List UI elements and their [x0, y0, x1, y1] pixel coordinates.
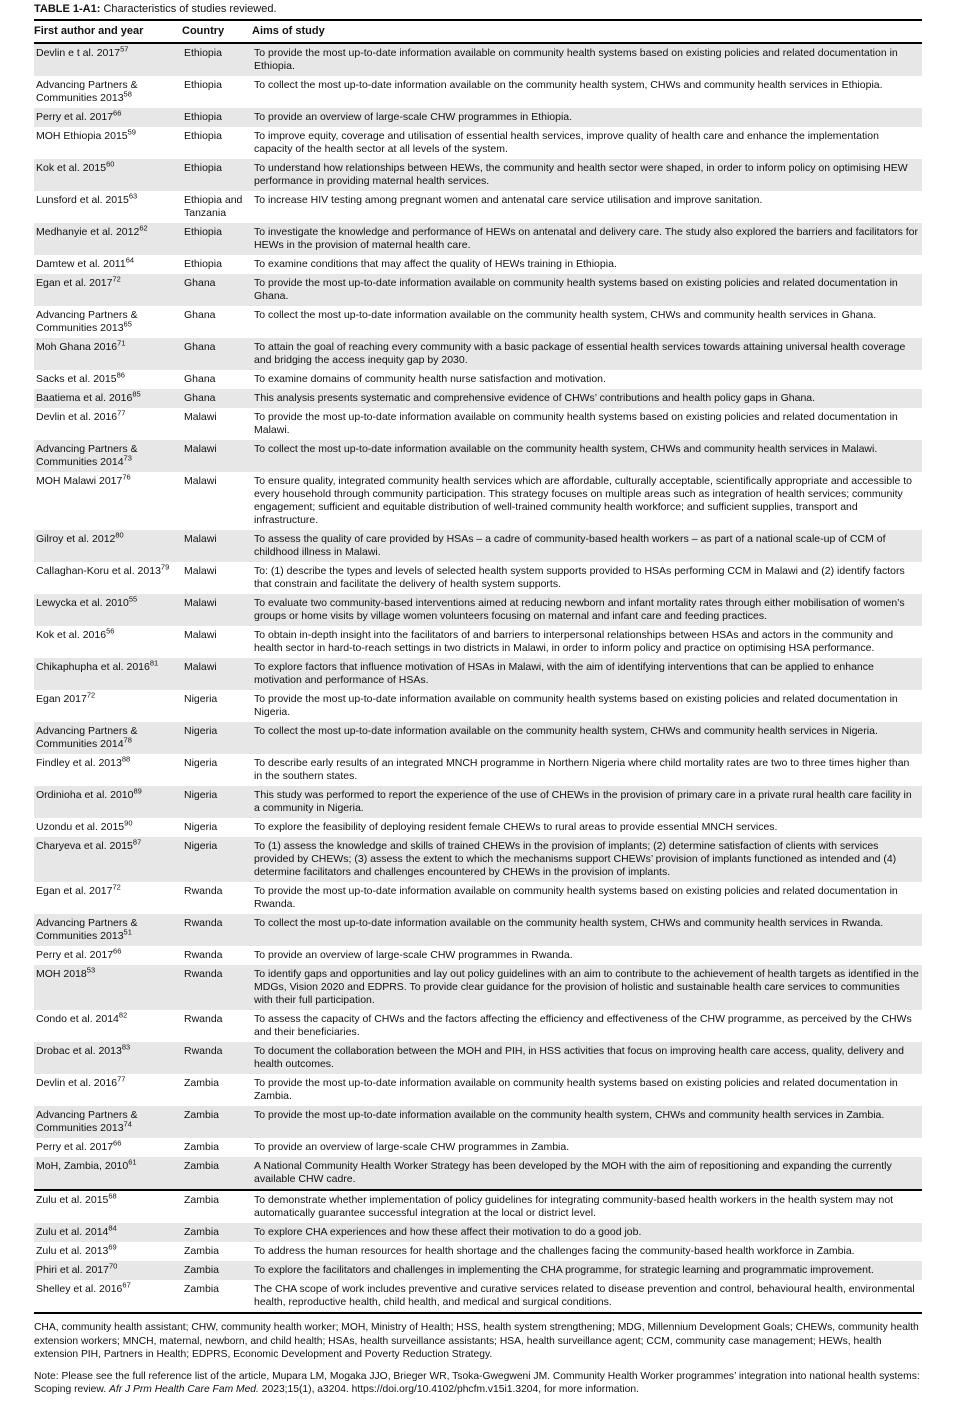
first-author-cell: Advancing Partners & Communities 2014$^{73}$	[34, 440, 182, 472]
table-row	[34, 440, 922, 472]
first-author-cell: Findley et al. 2013$^{88}$	[36, 754, 131, 769]
table-row	[34, 658, 922, 690]
reference-superscript: 69	[108, 1242, 117, 1252]
table-row	[34, 338, 922, 370]
first-author-cell: Advancing Partners & Communities 2013$^{51}$	[34, 914, 182, 946]
first-author-cell: Drobac et al. 2013$^{83}$	[34, 1042, 182, 1074]
country-cell: Nigeria	[182, 837, 252, 882]
table-row	[34, 530, 922, 562]
table-title	[34, 3, 922, 16]
reference-superscript: 87	[132, 837, 142, 847]
aim-cell: To increase HIV testing among pregnant women and antenatal care service utilisation and improve sanitation.	[254, 194, 763, 206]
aim-cell: To provide the most up-to-date information available on community health systems based on existing policies and related documentation in Malawi.	[254, 411, 898, 436]
col-header-first-author: First author and year	[34, 20, 182, 43]
aim-cell: To document the collaboration between the MOH and PIH, in HSS activities that focus on improving health care access, quality, delivery and health outcomes.	[252, 1042, 922, 1074]
aim-cell: To explore the facilitators and challenges in implementing the CHA programme, for strategic learning and programmatic improvement.	[252, 1261, 922, 1280]
reference-superscript: 90	[124, 818, 133, 828]
aim-cell: To attain the goal of reaching every community with a basic package of essential health services towards attaining universal health coverage and bridging the access inequity gap by 2030.	[252, 338, 922, 370]
table-caption: Characteristics of studies reviewed.	[103, 3, 277, 15]
reference-superscript: 66	[113, 108, 122, 118]
first-author-cell: Zulu et al. 2013$^{69}$	[36, 1242, 117, 1257]
table-row	[34, 786, 922, 818]
country-cell: Nigeria	[184, 821, 218, 833]
table-row	[34, 914, 922, 946]
country-cell: Ethiopia	[182, 108, 252, 127]
country-cell: Malawi	[184, 475, 217, 487]
reference-superscript: 88	[121, 754, 131, 764]
table-row	[34, 191, 922, 223]
journal-name: Afr J Prm Health Care Fam Med.	[108, 1384, 259, 1395]
reference-superscript: 65	[123, 319, 132, 329]
first-author-cell: Perry et al. 2017$^{66}$	[36, 946, 122, 961]
first-author-cell: Shelley et al. 2016$^{67}$	[36, 1280, 131, 1295]
country-cell: Ghana	[182, 274, 252, 306]
aim-cell: To provide the most up-to-date information available on community health systems based on existing policies and related documentation in Nigeria.	[254, 693, 898, 718]
aim-cell: To address the human resources for health shortage and the challenges facing the community-based health workforce in Zambia.	[254, 1245, 855, 1257]
reference-superscript: 83	[121, 1042, 131, 1052]
aim-cell: This study was performed to report the experience of the use of CHEWs in the provision of primary care in a private rural health care facility in a community in Nigeria.	[252, 786, 922, 818]
table-row	[34, 274, 922, 306]
reference-superscript: 85	[132, 389, 141, 399]
reference-superscript: 51	[123, 927, 132, 937]
first-author-cell: Advancing Partners & Communities 2013$^{65}$	[36, 309, 138, 334]
table-row	[34, 837, 922, 882]
aim-cell: To provide an overview of large-scale CHW programmes in Ethiopia.	[252, 108, 922, 127]
country-cell: Malawi	[184, 629, 217, 641]
country-cell: Zambia	[182, 1223, 252, 1242]
table-row	[34, 946, 922, 965]
first-author-cell: Zulu et al. 2014$^{84}$	[34, 1223, 182, 1242]
reference-superscript: 55	[128, 594, 138, 604]
first-author-cell: MoH, Zambia, 2010$^{61}$	[34, 1157, 182, 1190]
country-cell: Zambia	[182, 1106, 252, 1138]
country-cell: Malawi	[182, 658, 252, 690]
header-row	[34, 20, 922, 43]
aim-cell: To obtain in-depth insight into the facilitators of and barriers to interpersonal relationships between HSAs and actors in the community and health sector in hard-to-reach settings in two districts in Malawi, in order to inform policy and practice on optimising HSA performance.	[254, 629, 894, 654]
reference-superscript: 72	[86, 690, 96, 700]
reference-superscript: 78	[123, 735, 132, 745]
country-cell: Ghana	[184, 309, 216, 321]
table-row	[34, 389, 922, 408]
table-row	[34, 594, 922, 626]
reference-superscript: 77	[117, 1074, 126, 1084]
aim-cell: To explore the feasibility of deploying resident female CHEWs to rural areas to provide essential MNCH services.	[254, 821, 778, 833]
aim-cell: To examine domains of community health nurse satisfaction and motivation.	[254, 373, 606, 385]
aim-cell: To identify gaps and opportunities and lay out policy guidelines with an aim to contribute to the achievement of health targets as identified in the MDGs, Vision 2020 and EDPRS. To provide clear guidance for the provision of holistic and sustainable health care services to communities with their full participation.	[252, 965, 922, 1010]
first-author-cell: Charyeva et al. 2015$^{87}$	[34, 837, 182, 882]
first-author-cell: Moh Ghana 2016$^{71}$	[34, 338, 182, 370]
table-row	[34, 306, 922, 338]
aim-cell: To evaluate two community-based interventions aimed at reducing newborn and infant mortality rates through either mobilisation of women’s groups or home visits by village women volunteers focusing on maternal and infant care and feeding practices.	[252, 594, 922, 626]
reference-superscript: 72	[112, 882, 121, 892]
first-author-cell: Medhanyie et al. 2012$^{62}$	[34, 223, 182, 255]
aim-cell: To collect the most up-to-date information available on the community health system, CHWs and community health services in Ethiopia.	[254, 79, 883, 91]
aim-cell: To describe early results of an integrated MNCH programme in Northern Nigeria where child mortality rates are two to three times higher than in the southern states.	[254, 757, 910, 782]
country-cell: Rwanda	[184, 885, 223, 897]
reference-superscript: 53	[86, 965, 96, 975]
table-row	[34, 223, 922, 255]
first-author-cell: Condo et al. 2014$^{82}$	[36, 1010, 128, 1025]
table-row	[34, 882, 922, 914]
col-header-country: Country	[182, 20, 252, 43]
reference-superscript: 61	[128, 1157, 137, 1167]
reference-superscript: 70	[108, 1261, 118, 1271]
table-row	[34, 818, 922, 837]
table-row	[34, 1074, 922, 1106]
first-author-cell: Perry et al. 2017$^{66}$	[34, 108, 182, 127]
reference-superscript: 63	[128, 191, 138, 201]
table-row	[34, 1261, 922, 1280]
country-cell: Malawi	[182, 530, 252, 562]
aim-cell: To collect the most up-to-date information available on the community health system, CHWs and community health services in Ghana.	[254, 309, 877, 321]
country-cell: Nigeria	[184, 757, 218, 769]
country-cell: Malawi	[184, 565, 217, 577]
country-cell: Malawi	[182, 440, 252, 472]
reference-superscript: 81	[149, 658, 159, 668]
reference-superscript: 84	[108, 1223, 117, 1233]
aim-cell: To assess the capacity of CHWs and the factors affecting the efficiency and effectiveness of the CHW programme, as perceived by the CHWs and their beneficiaries.	[254, 1013, 912, 1038]
studies-table	[34, 19, 922, 1314]
country-cell: Ethiopia	[182, 43, 252, 76]
first-author-cell: Kok et al. 2015$^{60}$	[34, 159, 182, 191]
reference-superscript: 86	[116, 370, 125, 380]
table-row	[34, 1138, 922, 1157]
country-cell: Ethiopia	[182, 223, 252, 255]
table-header	[34, 20, 922, 43]
aim-cell: To provide the most up-to-date information available on community health systems based on existing policies and related documentation in Zambia.	[254, 1077, 898, 1102]
aim-cell: A National Community Health Worker Strategy has been developed by the MOH with the aim of repositioning and expanding the currently available CHW cadre.	[252, 1157, 922, 1190]
table-row	[34, 76, 922, 108]
table-row	[34, 1280, 922, 1313]
first-author-cell: Advancing Partners & Communities 2014$^{78}$	[34, 722, 182, 754]
aim-cell: To provide the most up-to-date information available on community health systems based on existing policies and related documentation in Rwanda.	[254, 885, 898, 910]
country-cell: Rwanda	[184, 949, 223, 961]
reference-superscript: 66	[113, 1138, 122, 1148]
aim-cell: To: (1) describe the types and levels of selected health system supports provided to HSAs performing CCM in Malawi and (2) identify factors that constrain and facilitate the delivery of health system supports.	[254, 565, 905, 590]
reference-superscript: 64	[125, 255, 135, 265]
first-author-cell: Ordinioha et al. 2010$^{89}$	[34, 786, 182, 818]
aim-cell: To examine conditions that may affect the quality of HEWs training in Ethiopia.	[254, 258, 617, 270]
aim-cell: To ensure quality, integrated community health services which are affordable, culturally acceptable, scientifically appropriate and accessible to every household through community participation. This strategy focuses on multiple areas such as integration of health services; community engagement; sufficient and equitable distribution of well-trained community health workforce; and sufficient supplies, transport and infrastructure.	[254, 475, 912, 526]
first-author-cell: Damtew et al. 2011$^{64}$	[36, 255, 135, 270]
aim-cell: To explore CHA experiences and how these affect their motivation to do a good job.	[252, 1223, 922, 1242]
reference-superscript: 62	[139, 223, 148, 233]
first-author-cell: Sacks et al. 2015$^{86}$	[36, 370, 125, 385]
country-cell: Zambia	[184, 1194, 220, 1206]
country-cell: Rwanda	[184, 1013, 223, 1025]
table-row	[34, 1106, 922, 1138]
reference-superscript: 60	[106, 159, 115, 169]
first-author-cell: Lewycka et al. 2010$^{55}$	[34, 594, 182, 626]
country-cell: Ghana	[182, 338, 252, 370]
footnotes	[34, 1321, 922, 1397]
reference-superscript: 74	[123, 1119, 132, 1129]
country-cell: Malawi	[182, 594, 252, 626]
table-row	[34, 159, 922, 191]
col-header-aims: Aims of study	[252, 20, 922, 43]
first-author-cell: Devlin et al. 2016$^{77}$	[36, 408, 126, 423]
aim-cell: To demonstrate whether implementation of policy guidelines for integrating community-based health workers in the health system may not automatically guarantee successful integration at the local or district level.	[254, 1194, 894, 1219]
first-author-cell: Gilroy et al. 2012$^{80}$	[34, 530, 182, 562]
first-author-cell: MOH Malawi 2017$^{76}$	[36, 472, 131, 487]
first-author-cell: MOH Ethiopia 2015$^{59}$	[36, 127, 136, 142]
aim-cell: The CHA scope of work includes preventive and curative services related to disease prevention and control, behavioural health, environmental health, reproductive health, child health, and medical and surgical conditions.	[254, 1283, 915, 1308]
table-row	[34, 626, 922, 658]
table-row	[34, 43, 922, 76]
aim-cell: To provide an overview of large-scale CHW programmes in Zambia.	[254, 1141, 570, 1153]
table-row	[34, 127, 922, 159]
first-author-cell: Devlin e t al. 2017$^{57}$	[34, 43, 182, 76]
table-body	[34, 43, 922, 1313]
abbreviations-note: CHA, community health assistant; CHW, community health worker; MOH, Ministry of Health; HSS, health system strengthening; MDG, Millennium Development Goals; CHEWs, community health extension workers; MNCH, maternal, newborn, and child health; HSAs, health surveillance assistants; HSA, health surveillance agent; CCM, community case management; HEWs, health extension PIH, Partners in Health; EDPRS, Economic Development and Poverty Reduction Strategy.	[34, 1322, 919, 1360]
first-author-cell: Advancing Partners & Communities 2013$^{74}$	[34, 1106, 182, 1138]
table-row	[34, 1223, 922, 1242]
first-author-cell: Lunsford et al. 2015$^{63}$	[36, 191, 138, 206]
reference-note-suffix: 2023;15(1), a3204. https://doi.org/10.4102/phcfm.v15i1.3204, for more information.	[258, 1384, 639, 1395]
first-author-cell: Zulu et al. 2015$^{68}$	[36, 1191, 117, 1206]
reference-superscript: 80	[115, 530, 124, 540]
aim-cell: To collect the most up-to-date information available on the community health system, CHWs and community health services in Rwanda.	[252, 914, 922, 946]
country-cell: Rwanda	[182, 914, 252, 946]
country-cell: Ethiopia	[184, 130, 222, 142]
table-row	[34, 408, 922, 440]
country-cell: Nigeria	[182, 786, 252, 818]
country-cell: Nigeria	[182, 722, 252, 754]
first-author-cell: Chikaphupha et al. 2016$^{81}$	[34, 658, 182, 690]
first-author-cell: Baatiema et al. 2016$^{85}$	[34, 389, 182, 408]
first-author-cell: Callaghan-Koru et al. 2013$^{79}$	[36, 562, 170, 577]
reference-superscript: 77	[117, 408, 126, 418]
aim-cell: To explore factors that influence motivation of HSAs in Malawi, with the aim of identifying interventions that can be applied to enhance motivation and performance of HSAs.	[252, 658, 922, 690]
reference-superscript: 76	[122, 472, 131, 482]
country-cell: Zambia	[184, 1077, 220, 1089]
first-author-cell: Advancing Partners & Communities 2013$^{58}$	[36, 79, 138, 104]
reference-note-prefix: Note: Please see the full reference list of the article, Mupara LM, Mogaka JJO, Brieger WR, Tsoka-Gwegweni JM. Community Health Worker programmes’ integration into national health systems: Scoping review.	[34, 1370, 920, 1395]
reference-superscript: 67	[122, 1280, 131, 1290]
aim-cell: To provide the most up-to-date information available on community health systems based on existing policies and related documentation in Ethiopia.	[252, 43, 922, 76]
table-row	[34, 1157, 922, 1190]
aim-cell: To provide the most up-to-date information available on community health systems based on existing policies and related documentation in Ghana.	[252, 274, 922, 306]
country-cell: Zambia	[182, 1157, 252, 1190]
first-author-cell: Egan et al. 2017$^{72}$	[34, 274, 182, 306]
aim-cell: To understand how relationships between HEWs, the community and health sector were shaped, in order to inform policy on optimising HEW performance in providing maternal health services.	[252, 159, 922, 191]
table-row	[34, 690, 922, 722]
reference-superscript: 82	[118, 1010, 128, 1020]
table-row	[34, 472, 922, 530]
first-author-cell: Perry et al. 2017$^{66}$	[36, 1138, 122, 1153]
reference-superscript: 57	[120, 44, 129, 54]
first-author-cell: Egan 2017$^{72}$	[36, 690, 96, 705]
country-cell: Zambia	[184, 1283, 220, 1295]
reference-superscript: 58	[123, 89, 132, 99]
reference-superscript: 89	[133, 786, 142, 796]
first-author-cell: Kok et al. 2016$^{56}$	[36, 626, 115, 641]
table-number-label: TABLE 1-A1:	[34, 3, 101, 15]
aim-cell: To assess the quality of care provided by HSAs – a cadre of community-based health workers – as part of a national scale-up of CCM of childhood illness in Malawi.	[252, 530, 922, 562]
aim-cell: To collect the most up-to-date information available on the community health system, CHWs and community health services in Nigeria.	[252, 722, 922, 754]
table-row	[34, 1242, 922, 1261]
country-cell: Ethiopia	[182, 159, 252, 191]
aim-cell: To collect the most up-to-date information available on the community health system, CHWs and community health services in Malawi.	[252, 440, 922, 472]
table-row	[34, 722, 922, 754]
reference-superscript: 59	[127, 127, 136, 137]
aim-cell: This analysis presents systematic and comprehensive evidence of CHWs’ contributions and health policy gaps in Ghana.	[252, 389, 922, 408]
reference-superscript: 68	[108, 1191, 117, 1201]
first-author-cell: Phiri et al. 2017$^{70}$	[34, 1261, 182, 1280]
table-row	[34, 1190, 922, 1223]
reference-superscript: 72	[112, 274, 121, 284]
aim-cell: To investigate the knowledge and performance of HEWs on antenatal and delivery care. The study also explored the barriers and facilitators for HEWs in the provision of maternal health care.	[252, 223, 922, 255]
country-cell: Ghana	[182, 389, 252, 408]
table-row	[34, 965, 922, 1010]
reference-superscript: 56	[106, 626, 115, 636]
table-row	[34, 1042, 922, 1074]
aim-cell: To improve equity, coverage and utilisation of essential health services, improve quality of health care and enhance the implementation capacity of the health sector at all levels of the system.	[254, 130, 879, 155]
country-cell: Nigeria	[184, 693, 218, 705]
table-row	[34, 754, 922, 786]
country-cell: Malawi	[184, 411, 217, 423]
table-row	[34, 108, 922, 127]
reference-superscript: 66	[113, 946, 122, 956]
aim-cell: To (1) assess the knowledge and skills of trained CHEWs in the provision of implants; (2) determine satisfaction of clients with services provided by CHEWs; (3) assess the extent to which the mechanisms support CHEWs’ provision of implants functioned as intended and (4) determine facilitators and challenges encountered by CHEWs in the provision of implants.	[252, 837, 922, 882]
table-row	[34, 562, 922, 594]
first-author-cell: Uzondu et al. 2015$^{90}$	[36, 818, 133, 833]
reference-superscript: 79	[160, 562, 170, 572]
first-author-cell: Egan et al. 2017$^{72}$	[36, 882, 121, 897]
reference-superscript: 73	[123, 453, 132, 463]
country-cell: Rwanda	[182, 1042, 252, 1074]
country-cell: Zambia	[184, 1245, 220, 1257]
country-cell: Zambia	[182, 1261, 252, 1280]
country-cell: Ghana	[184, 373, 216, 385]
country-cell: Ethiopia and Tanzania	[184, 194, 243, 219]
table-row	[34, 370, 922, 389]
first-author-cell: MOH 2018$^{53}$	[34, 965, 182, 1010]
table-row	[34, 255, 922, 274]
country-cell: Rwanda	[182, 965, 252, 1010]
first-author-cell: Devlin et al. 2016$^{77}$	[36, 1074, 126, 1089]
country-cell: Ethiopia	[184, 258, 222, 270]
reference-note	[34, 1370, 922, 1397]
country-cell: Zambia	[184, 1141, 220, 1153]
aim-cell: To provide the most up-to-date information available on the community health system, CHWs and community health services in Zambia.	[252, 1106, 922, 1138]
country-cell: Ethiopia	[184, 79, 222, 91]
aim-cell: To provide an overview of large-scale CHW programmes in Rwanda.	[254, 949, 573, 961]
reference-superscript: 71	[117, 338, 126, 348]
table-row	[34, 1010, 922, 1042]
